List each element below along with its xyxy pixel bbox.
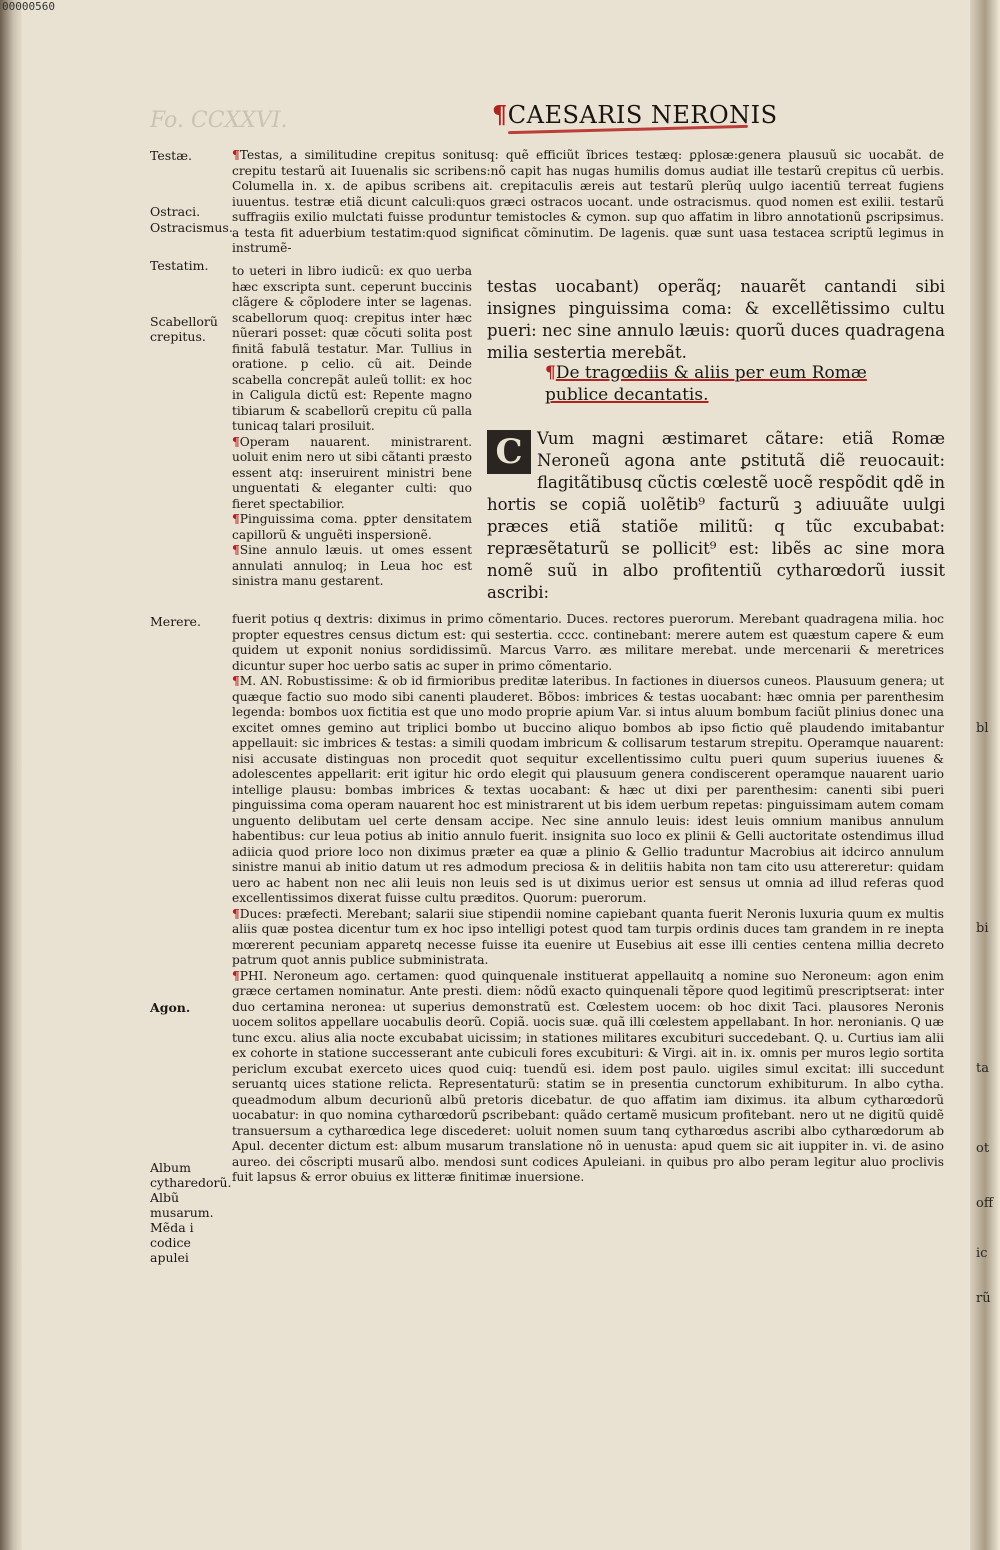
commentary-p2: fuerit potius q dextris: diximus in primo cõmentario. Duces. rectores puerorum. Merebant quadragena milia. hoc propter equestres census dictum est: qui sestertia. cccc. continebant: merere autem est quæstum capere & eum quidem ut exponit nonius sordidissimũ. Marcus Varro. æs militare merebat. unde mercenarii & meretrices dicuntur super hoc uerbo satis ac super in primo cõmentario. <box>232 612 944 673</box>
nero-paragraph-text: Vum magni æstimaret cãtare: etiã Romæ Neroneũ agona ante ꝑstitutã diẽ reuocauit: flagitãtibusq cũctis cœlestẽ uocẽ respõdit qdẽ in hortis se copiã uolẽtib⁹ facturũ ꝫ adiuuãte uulgi præces etiã statiõe militũ: q tũc excubabat: repræsẽtaturũ se pollicit⁹ est: libẽs ac sine mora nomẽ suũ in albo profitentiũ cytharœdorũ iussit ascribi: <box>487 429 945 602</box>
pilcrow-icon: ¶ <box>232 512 240 526</box>
bleed-folio: Fo. CCXXVI. <box>150 108 288 133</box>
commentary-p4: Duces: præfecti. Merebant; salarii siue stipendii nomine capiebant quanta fuerit Neronis luxuria quum ex multis aliis quæ postea dicentur tum ex hoc ipso intelligi potest quod tam turpis ordinis duces tam grandem in re inepta mœrerent pecuniam apparetq necesse fuisse ita euenire ut Eusebius ait esse illi centies centena millia decreto patrum quot annis publice subministrata. <box>232 906 944 967</box>
binding-gutter <box>0 0 22 1550</box>
margin-scabellorum: Scabellorũ crepitus. <box>150 314 218 344</box>
edge-letter: ic <box>976 1246 988 1261</box>
pilcrow-icon: ¶ <box>232 906 240 921</box>
pilcrow-icon: ¶ <box>232 543 240 557</box>
lemma-operam: Operam nauarent. ministrarent. uoluit enim nero ut sibi cãtanti præsto essent atq: inseruirent ministri bene unguentati & eleganter culti: quo fieret spectabilior. <box>232 434 472 511</box>
lemma-pinguissima: Pinguissima coma. ꝑpter densitatem capillorũ & unguẽti inspersionẽ. <box>232 512 472 542</box>
commentary <box>232 612 944 1186</box>
margin-agon: Agon. <box>150 1000 191 1015</box>
right-column-text: testas uocabant) operãq; nauarẽt cantandi sibi insignes pinguissima coma: & excellẽtissimo cultu pueri: nec sine annulo læuis: quorũ duces quadragena milia sestertia merebãt. <box>487 277 945 362</box>
shelfmark: 00000560 <box>2 0 55 13</box>
paragraph-testas-text: Testas, a similitudine crepitus sonitusq: quẽ efficiũt ĩbrices testæq: ꝑplosæ:genera plausuũ sic uocabãt. de crepitu testarũ ait Iuuenalis sic scribens:nõ capit has nugas humilis domus audiat ille testarũ crepitus cũ uerbis. Columella in. x. de apibus scribens ait. crepitaculis æreis aut testarũ plerũq uulgo iacentiũ terreat fugiens iuuentus. testræ etiã dicunt calculi:quos græci ostracos uocant. unde ostracismus. quod nomen est exilii. testarũ suffragiis exilio mulctati fuisse produntur temistocles & cymon. sup quo affatim in libro annotationũ ꝑscripsimus. a testa fit aduerbium testatim:quod significat cõminutim. De lagenis. quæ sunt uasa testacea scriptũ legimus in instrumẽ- <box>232 148 944 255</box>
chapter-heading <box>545 362 905 406</box>
pilcrow-icon: ¶ <box>232 434 240 449</box>
pilcrow-icon: ¶ <box>545 363 556 383</box>
pilcrow-icon: ¶ <box>232 674 240 688</box>
nero-paragraph <box>487 428 945 604</box>
margin-ostracismus: Ostracismus. <box>150 220 233 235</box>
edge-letter: off <box>976 1196 994 1211</box>
left-column <box>232 264 472 590</box>
edge-letter: ot <box>976 1141 990 1156</box>
edge-letter: ta <box>976 1061 989 1076</box>
lemma-sine: Sine annulo læuis. ut omes essent annulati annuloq; in Leua hoc est sinistra manu gestarent. <box>232 543 472 588</box>
margin-testae: Testæ. <box>150 148 192 163</box>
left-column-text: to ueteri in libro iudicũ: ex quo uerba hæc exscripta sunt. ceperunt buccinis clãgere & cõplodere inter se lagenas. scabellorum quoq: crepitus inter hæc nũerari posset: quæ cõcuti solita post finitã fabulã testatur. Mar. Tullius in oratione. p celio. cũ ait. Deinde scabella concrepãt auleũ tollit: ex hoc in Caligula dictũ est: Repente magno tibiarum & scabellorũ crepitu cũ palla tunicaq talari prosiluit. <box>232 264 472 433</box>
edge-letter: bl <box>976 721 989 736</box>
edge-letter: rũ <box>976 1291 991 1306</box>
commentary-p5: PHI. Neroneum ago. certamen: quod quinquenale instituerat appellauitq a nomine suo Neroneum: agon enim græce certamen nominatur. Ante presti. diem: nõdũ exacto quinquenali tẽpore quod legitimũ prescriptserat: inter duo certamina neronea: ut superius demonstratũ est. Cœlestem uocem: ob hoc dixit Taci. plausores Neronis uocem solitos appellare uocabulis deorũ. Copiã. uocis suæ. quã illi cœlestem appellabant. In hor. neronianis. Q uæ tunc excu. alius alia nocte excubabat uicissim; in stationes militares excubituri succedebant. Q. u. Curtius iam alii ex cohorte in statione successerant ante cubiculi fores excubituri: & Virgi. ait in. ix. omnis per muros legio sortita periclum excubat exerceto uices quod cuiq: tuendũ esi. idem post paulo. uigiles simul excitat: illi succedunt seruantq uices statione relicta. Representaturũ: statim se in presentia cunctorum exhibiturum. In albo cytha. queadmodum album decurionũ albũ pretoris dicebatur. de quo affatim iam diximus. ita album cytharœdorũ uocabatur: in quo nomina cytharœdorũ ꝑscribebant: quãdo certamẽ musicum profitebant. nero ut ne digitũ quidẽ transuersum a cytharœdica lege discederet: uoluit nomen suum tanq cytharœdus ascribi albo cytharœdorum ab Apul. decenter dictum est: album musarum translatione nõ in uenusta: apud quem sic ait iuppiter in. vi. de asino aureo. dei cõscripti musarũ albo. mendosi sunt codices Apuleiani. in quibus pro albo peram legitur aluo proclivis fuit lapsus & error obuius ex litteræ finitimæ inuersione. <box>232 968 944 1184</box>
chapter-heading-text: De tragœdiis & aliis per eum Romæ publice decantatis. <box>545 363 867 405</box>
margin-album: Album cytharedorũ. Albũ musarum. Mẽda i codice apulei <box>150 1160 232 1265</box>
margin-ostraci: Ostraci. <box>150 204 201 219</box>
decorated-initial: C <box>487 430 531 474</box>
margin-merere: Merere. <box>150 614 201 629</box>
running-head-text: CAESARIS NERONIS <box>507 101 778 129</box>
pilcrow-icon: ¶ <box>232 968 240 983</box>
margin-testatim: Testatim. <box>150 258 209 273</box>
pilcrow-icon: ¶ <box>232 148 240 162</box>
facing-page-edge <box>970 0 1000 1550</box>
pilcrow-icon: ¶ <box>492 100 508 129</box>
paragraph-testas <box>232 148 944 257</box>
edge-letter: bi <box>976 921 989 936</box>
commentary-p3: M. AN. Robustissime: & ob id firmioribus preditæ lateribus. In factiones in diuersos cuneos. Plausuum genera; ut quæque factio suo modo sibi canenti plauderet. Bõbos: imbrices & testas uocabant: hæc omnia per parenthesim legenda: bombos uox fictitia est que uno modo proprie apium Var. si intus aluum bombum faciũt plinius donec una excitet omnes gemino aut triplici bombo ut buccino aliquo bombos ab ipso fictio quẽ plaudendo imitabantur appellauit: sic imbrices & testas: a simili quodam imbricum & collisarum testarum strepitu. Operamque nauarent: nisi accusate distinguas non procedit quot sequitur excellentissimo cultu pueri quum superius iuuenes & adolescentes appellarit: erit igitur hic ordo elegit qui plausuum genera condiscerent operamque nauarent uario intellige plausu: bombas imbrices & textas uocabant: & hæc ut dixi per parenthesim: canenti sibi pueri pinguissima coma operam nauarent hoc est ministrarent ut bis idem uerbum repetas: pinguissimam autem comam unguento delibutam uel certe densam accipe. Nec sine annulo leuis: idest leuis omnium manibus annulum habentibus: cur leua potius ab initio annulo fuerit. insignita suo loco ex plinii & Gelli auctoritate ostendimus illud adiicia quod priore loco non diximus præter ea quæ a plinio & Gellio traduntur Macrobius ait idcirco annulum sinistre manui ab initio datum ut res admodum preciosa & in delitiis habita non tam cito usu attereretur: quidam uero ac habent non nec alii leuis non leuis sed is ut diximus uerior est sensus ut omnia ad illud referas quod excellentissimos dixerat fuisse cultu præditos. Quorum: puerorum. <box>232 674 944 905</box>
